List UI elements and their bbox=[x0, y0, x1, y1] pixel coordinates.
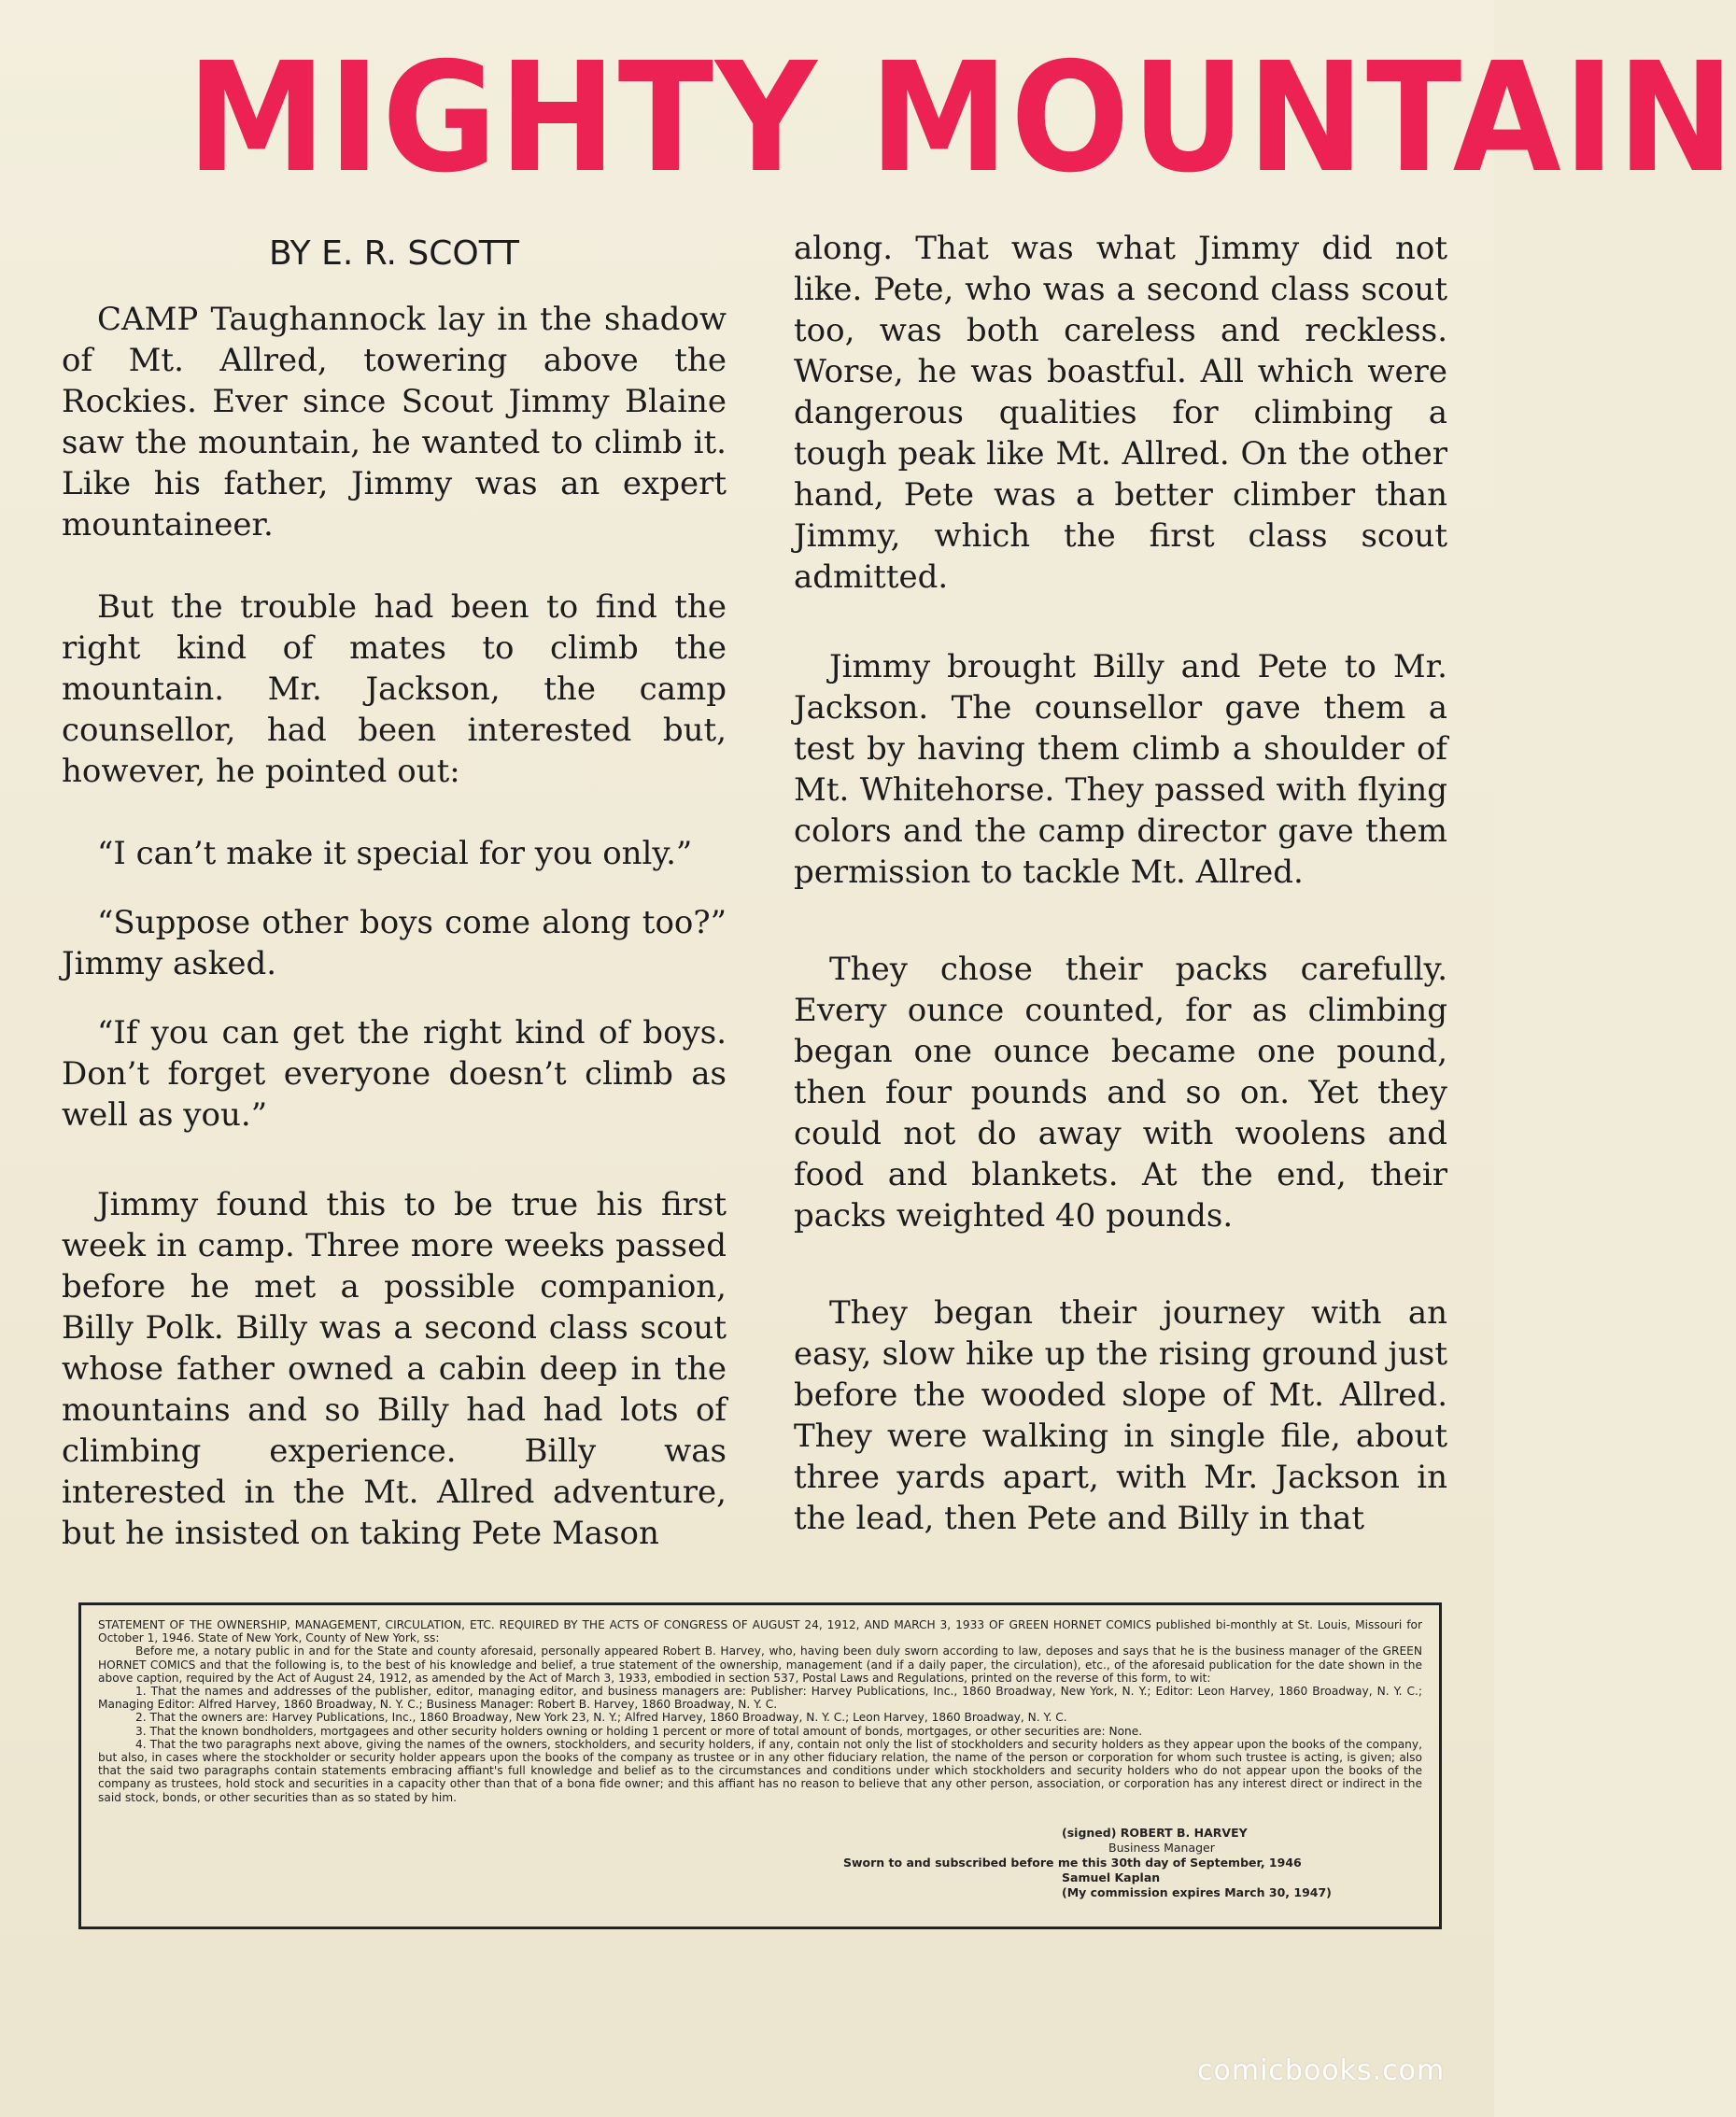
paragraph: They chose their packs carefully. Every ounce counted, for as climbing began one ounce became one pound, then four pounds and so on. Yet they could not do away with woolens and food and blankets. At the end, their packs weighted 40 pounds. bbox=[794, 951, 1447, 1235]
site-watermark: comicbooks.com bbox=[1197, 2054, 1446, 2087]
commission-line: (My commission expires March 30, 1947) bbox=[1062, 1885, 1332, 1899]
paragraph: CAMP Taughannock lay in the shadow of Mt. Allred, towering above the Rockies. Ever since Scout Jimmy Blaine saw the mountain, he wanted to climb it. Like his father, Jimmy was an expert mountaineer. bbox=[62, 301, 727, 543]
paragraph: They began their journey with an easy, slow hike up the rising ground just before the wooded slope of Mt. Allred. They were walking in single file, about three yards apart, with Mr. Jackson in the lead, then Pete and Billy in that bbox=[794, 1294, 1447, 1537]
sworn-line: Sworn to and subscribed before me this 30th day of September, 1946 bbox=[843, 1856, 1302, 1870]
signed-name: (signed) ROBERT B. HARVEY bbox=[1062, 1826, 1248, 1840]
paragraph: “If you can get the right kind of boys. Don’t forget everyone doesn’t climb as well as you.” bbox=[62, 1014, 727, 1134]
statement-heading: STATEMENT OF THE OWNERSHIP, MANAGEMENT, CIRCULATION, ETC. REQUIRED BY THE ACTS OF CONGRESS OF AUGUST 24, 1912, AND MARCH 3, 1933 OF GREEN HORNET COMICS published bi-monthly at St. Louis, Missouri for October 1, 1946. State of New York, County of New York, ss: bbox=[98, 1618, 1422, 1645]
paragraph: “Suppose other boys come along too?” Jimmy asked. bbox=[62, 904, 727, 982]
story-title: MIGHTY MOUNTAIN bbox=[187, 31, 1736, 206]
paragraph: But the trouble had been to find the right kind of mates to climb the mountain. Mr. Jackson, the camp counsellor, had been interested but, however, he pointed out: bbox=[62, 588, 727, 790]
paragraph: Jimmy found this to be true his first week in camp. Three more weeks passed before he met a possible companion, Billy Polk. Billy was a second class scout whose father owned a cabin deep in the mountains and so Billy had had lots of climbing experience. Billy was interested in the Mt. Allred adventure, but he insisted on taking Pete Mason bbox=[62, 1186, 727, 1552]
paragraph: “I can’t make it special for you only.” bbox=[97, 835, 693, 872]
left-column bbox=[62, 226, 727, 1554]
signer-role: Business Manager bbox=[1108, 1841, 1215, 1855]
paragraph: Jimmy brought Billy and Pete to Mr. Jackson. The counsellor gave them a test by having them climb a shoulder of Mt. Whitehorse. They passed with flying colors and the camp director gave them permission to tackle Mt. Allred. bbox=[794, 648, 1447, 891]
right-column bbox=[794, 228, 1447, 1539]
statement-paragraph: 3. That the known bondholders, mortgagees and other security holders owning or holding 1 percent or more of total amount of bonds, mortgages, or other securities are: None. bbox=[135, 1724, 1143, 1738]
statement-paragraph: 2. That the owners are: Harvey Publications, Inc., 1860 Broadway, New York 23, N. Y.; Alfred Harvey, 1860 Broadway, N. Y. C.; Leon Harvey, 1860 Broadway, N. Y. C. bbox=[135, 1711, 1067, 1725]
statement-paragraph: 4. That the two paragraphs next above, giving the names of the owners, stockholders, and security holders, if any, contain not only the list of stockholders and security holders as they appear upon the books of the company, but also, in cases where the stockholder or security holder appears upon the books of the company as trustee or in any other fiduciary relation, the name of the person or corporation for whom such trustee is acting, is given; also that the said two paragraphs contain statements embracing affiant's full knowledge and belief as to the circumstances and conditions under which stockholders and security holders who do not appear upon the books of the company as trustees, hold stock and securities in a capacity other than that of a bona fide owner; and this affiant has no reason to believe that any other person, association, or corporation has any interest direct or indirect in the said stock, bonds, or other securities than as so stated by him. bbox=[98, 1737, 1422, 1804]
signature-block bbox=[735, 1826, 1426, 1900]
statement-paragraph: 1. That the names and addresses of the publisher, editor, managing editor, and business managers are: Publisher: Harvey Publications, Inc., 1860 Broadway, New York, N. Y.; Editor: Leon Harvey, 1860 Broadway, N. Y. C.; Managing Editor: Alfred Harvey, 1860 Broadway, N. Y. C.; Business Manager: Robert B. Harvey, 1860 Broadway, N. Y. C. bbox=[98, 1685, 1422, 1712]
byline: BY E. R. SCOTT bbox=[268, 234, 520, 273]
paragraph: along. That was what Jimmy did not like. Pete, who was a second class scout too, was both careless and reckless. Worse, he was boastful. All which were dangerous qualities for climbing a tough peak like Mt. Allred. On the other hand, Pete was a better climber than Jimmy, which the first class scout admitted. bbox=[794, 230, 1447, 596]
statement-paragraph: Before me, a notary public in and for the State and county aforesaid, personally appeared Robert B. Harvey, who, having been duly sworn according to law, deposes and says that he is the business manager of the GREEN HORNET COMICS and that the following is, to the best of his knowledge and belief, a true statement of the ownership, management (and if a daily paper, the circulation), etc., of the aforesaid publication for the date shown in the above caption, required by the Act of August 24, 1912, as amended by the Act of March 3, 1933, embodied in section 537, Postal Laws and Regulations, printed on the reverse of this form, to wit: bbox=[98, 1644, 1422, 1685]
notary-name: Samuel Kaplan bbox=[1062, 1870, 1161, 1884]
ownership-statement-box bbox=[78, 1602, 1442, 1929]
